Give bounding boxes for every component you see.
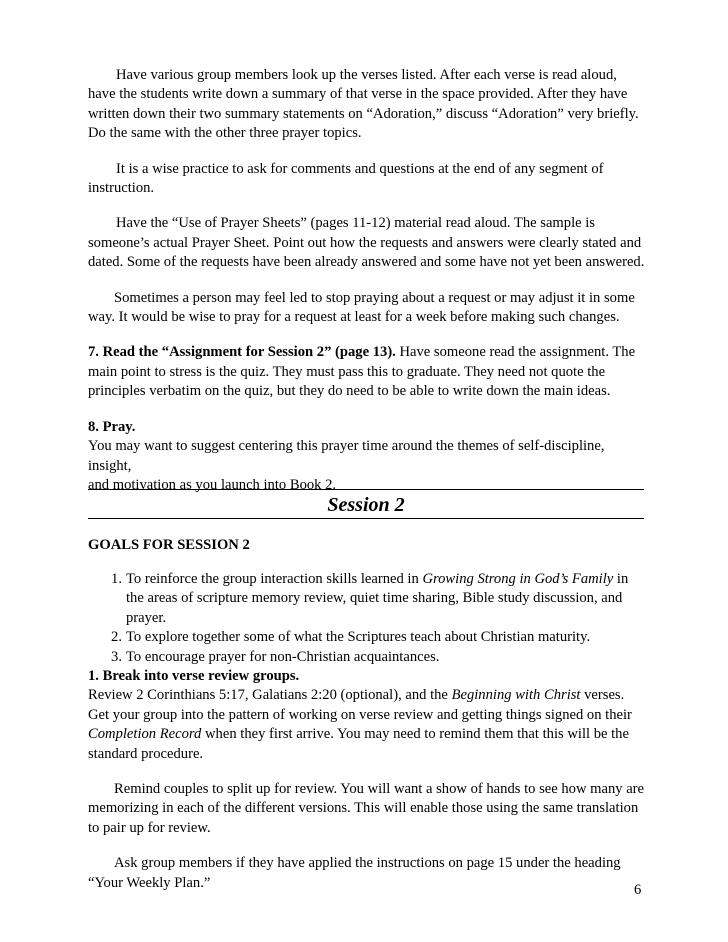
paragraph-comments: It is a wise practice to ask for comments and questions at the end of any segment of instruction. — [88, 160, 604, 197]
goal-text: in the areas of scripture memory review, quiet time sharing, Bible study discussion, and prayer. — [126, 571, 629, 626]
page-number: 6 — [634, 882, 642, 898]
item-7-text: Have someone read the assignment. The main point to stress is the quiz. They must pass this to graduate. They need not quote the principles verbatim on the quiz, but they do need to be able to write down the main ideas. — [88, 344, 636, 400]
paragraph-adjust-request: Sometimes a person may feel led to stop praying about a request or may adjust it in some way. It would be wise to pray for a request at least for a week before making such changes. — [88, 289, 635, 326]
session-title: Session 2 — [327, 494, 405, 516]
goal-item — [88, 648, 648, 667]
item-8-line2: and motivation as you launch into Book 2. — [88, 476, 337, 493]
item-7 — [88, 343, 648, 401]
paragraph-prayer-sheets: Have the “Use of Prayer Sheets” (pages 11-12) material read aloud. The sample is someone’s actual Prayer Sheet. Point out how the requests and answers were clearly stated and dated. Some of the requests have been already answered and some have not yet been answered. — [88, 215, 645, 271]
item-1-heading: 1. Break into verse review groups. — [88, 668, 300, 684]
record-title: Completion Record — [88, 726, 202, 743]
book-title: Beginning with Christ — [451, 687, 581, 704]
goal-text: To explore together some of what the Scriptures teach about Christian maturity. — [126, 629, 591, 646]
session-rule-top — [88, 489, 644, 490]
book-title: Growing Strong in God’s Family — [422, 571, 614, 587]
item-8-line1: You may want to suggest centering this prayer time around the themes of self-discipline, insight, — [88, 438, 605, 474]
item-8 — [88, 418, 648, 496]
goals-heading: GOALS FOR SESSION 2 — [88, 537, 250, 553]
paragraph-remind-couples: Remind couples to split up for review. You will want a show of hands to see how many are memorizing in each of the different versions. This will enable those using the same translation to pair up for review. — [88, 781, 645, 836]
goals-list — [88, 570, 648, 667]
goal-text: To encourage prayer for non-Christian acquaintances. — [126, 648, 440, 665]
goal-item — [88, 570, 648, 628]
goal-number: 1. — [111, 571, 122, 587]
item-8-heading: 8. Pray. — [88, 418, 136, 435]
paragraph-verse-lookup: Have various group members look up the verses listed. After each verse is read aloud, have the students write down a summary of that verse in the space provided. After they have written down their two summary statements on “Adoration,” discuss “Adoration” very briefly. Do the same with the other three prayer topics. — [88, 67, 639, 142]
paragraph-weekly-plan: Ask group members if they have applied the instructions on page 15 under the heading “Your Weekly Plan.” — [88, 855, 621, 891]
item-1 — [88, 667, 648, 764]
goal-number: 2. — [111, 629, 122, 646]
goal-text: To reinforce the group interaction skills learned in — [126, 571, 423, 587]
upper-body — [88, 66, 648, 495]
lower-body — [88, 667, 648, 893]
item-1-text: Review 2 Corinthians 5:17, Galatians 2:20 (optional), and the Beginning with Christ verses. Get your group into the pattern of working on verse review and getting things signed on their Completion Record when they first arrive. You may need to remind them that this will be the standard procedure. — [88, 687, 632, 762]
goal-number: 3. — [111, 648, 122, 665]
item-7-heading: 7. Read the “Assignment for Session 2” (page 13). — [88, 344, 396, 361]
goal-item — [88, 628, 648, 647]
session-rule-bottom — [88, 518, 644, 519]
